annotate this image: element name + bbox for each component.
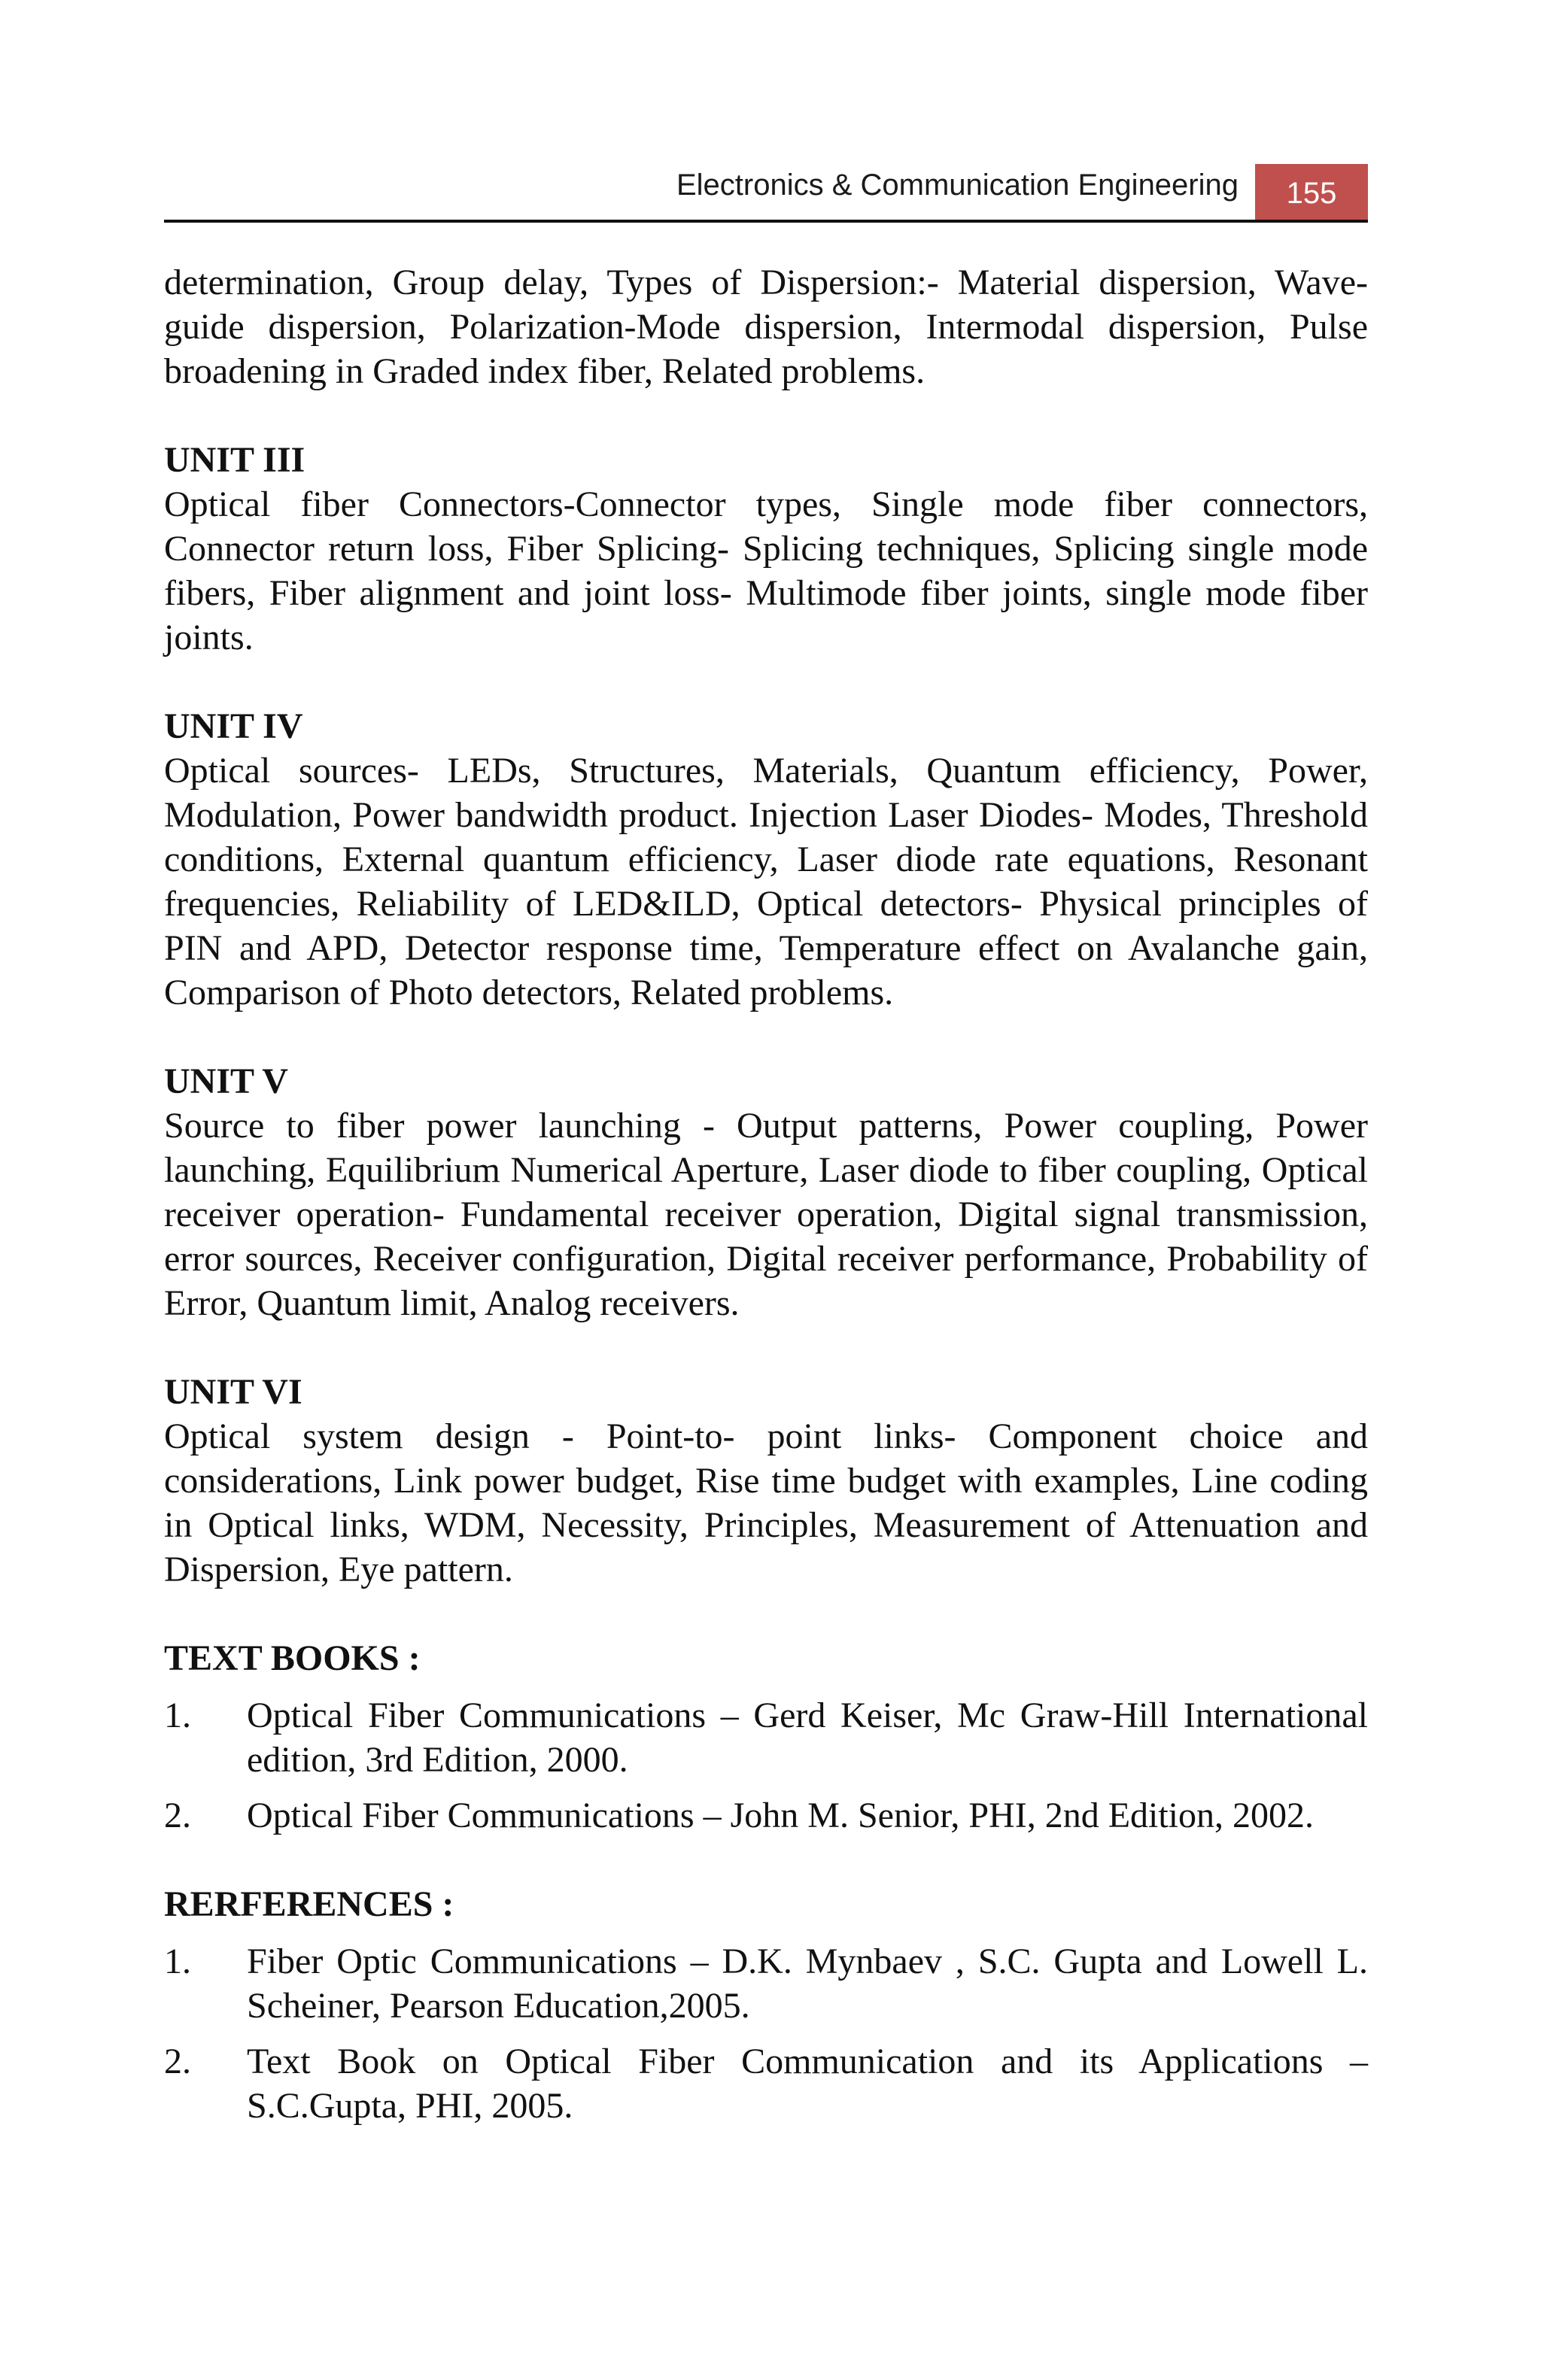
list-text: Optical Fiber Communications – Gerd Keiser, Mc Graw-Hill International edition, 3rd Edition, 2000.: [247, 1695, 1368, 1780]
unit-text: Optical system design - Point-to- point links- Component choice and considerations, Link power budget, Rise time budget with examples, Line coding in Optical links, WDM, Necessity, Principles, Measurement of Attenuation and Dispersion, Eye pattern.: [164, 1416, 1368, 1589]
list-item: [164, 1693, 1368, 1782]
references-section: [164, 1882, 1368, 2128]
list-number: 2.: [164, 1796, 191, 1835]
unit-section: [164, 1370, 1368, 1592]
list-item: [164, 1939, 1368, 2028]
references-title: RERFERENCES :: [164, 1884, 454, 1924]
references-list: [164, 1939, 1368, 2128]
unit-text: Optical sources- LEDs, Structures, Materials, Quantum efficiency, Power, Modulation, Power bandwidth product. Injection Laser Diodes- Modes, Threshold conditions, External quantum efficiency, Laser diode rate equations, Resonant frequencies, Reliability of LED&ILD, Optical detectors- Physical principles of PIN and APD, Detector response time, Temperature effect on Avalanche gain, Comparison of Photo detectors, Related problems.: [164, 751, 1368, 1012]
text-books-section: [164, 1636, 1368, 1838]
list-text: Fiber Optic Communications – D.K. Mynbaev , S.C. Gupta and Lowell L. Scheiner, Pearson Education,2005.: [247, 1941, 1368, 2026]
unit-title: UNIT V: [164, 1061, 288, 1101]
page-number-badge: 155: [1255, 164, 1368, 220]
unit-text: Optical fiber Connectors-Connector types, Single mode fiber connectors, Connector return loss, Fiber Splicing- Splicing techniques, Splicing single mode fibers, Fiber alignment and joint loss- Multimode fiber joints, single mode fiber joints.: [164, 484, 1368, 657]
list-text: Text Book on Optical Fiber Communication and its Applications – S.C.Gupta, PHI, 2005.: [247, 2042, 1368, 2126]
list-number: 1.: [164, 1941, 191, 1981]
unit-section: [164, 438, 1368, 660]
text-books-title: TEXT BOOKS :: [164, 1638, 421, 1678]
header-title: Electronics & Communication Engineering: [676, 168, 1239, 202]
list-text: Optical Fiber Communications – John M. Senior, PHI, 2nd Edition, 2002.: [247, 1796, 1315, 1835]
text-books-list: [164, 1693, 1368, 1838]
list-item: [164, 1793, 1368, 1838]
unit-section: [164, 704, 1368, 1015]
unit-title: UNIT IV: [164, 706, 303, 746]
list-item: [164, 2039, 1368, 2128]
intro-paragraph: determination, Group delay, Types of Dispersion:- Material dispersion, Wave-guide dispersion, Polarization-Mode dispersion, Intermodal dispersion, Pulse broadening in Graded index fiber, Related problems.: [164, 263, 1368, 391]
page-header: [164, 164, 1368, 223]
list-number: 1.: [164, 1695, 191, 1735]
unit-text: Source to fiber power launching - Output patterns, Power coupling, Power launching, Equilibrium Numerical Aperture, Laser diode to fiber coupling, Optical receiver operation- Fundamental receiver operation, Digital signal transmission, error sources, Receiver configuration, Digital receiver performance, Probability of Error, Quantum limit, Analog receivers.: [164, 1106, 1368, 1323]
unit-section: [164, 1059, 1368, 1325]
unit-title: UNIT VI: [164, 1372, 302, 1412]
list-number: 2.: [164, 2042, 191, 2081]
unit-title: UNIT III: [164, 440, 305, 480]
page-content: [164, 260, 1368, 2139]
